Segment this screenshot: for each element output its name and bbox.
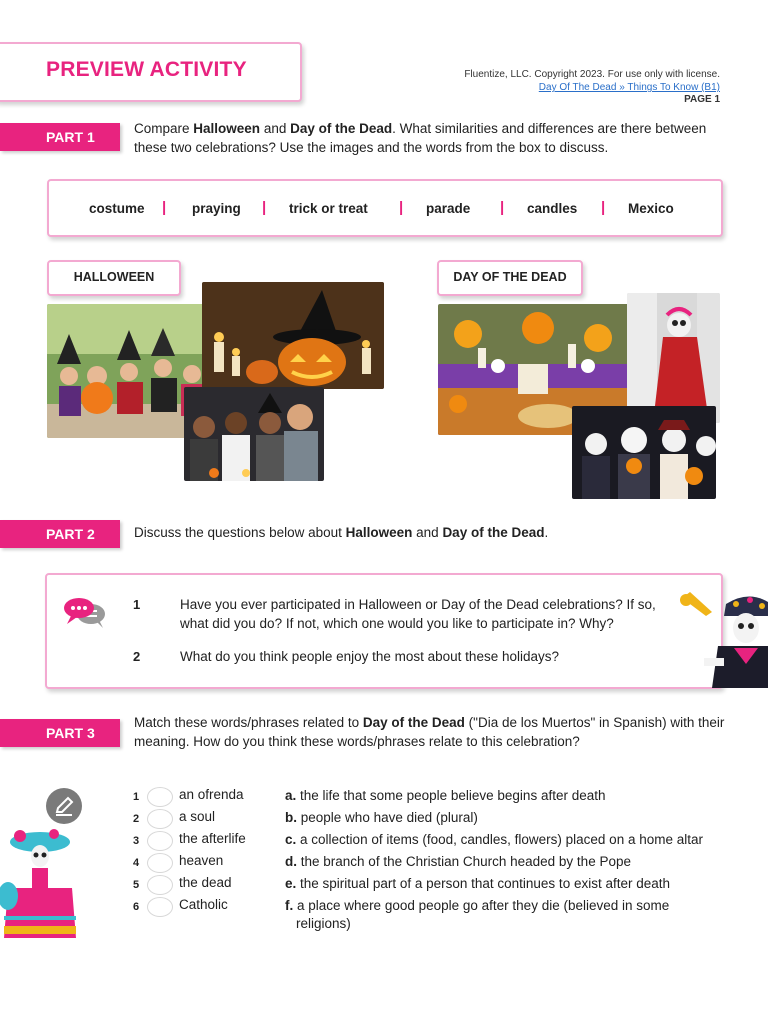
halloween-label: HALLOWEEN [47,260,181,296]
lesson-link[interactable]: Day Of The Dead » Things To Know (B1) [538,82,720,93]
word-mexico: Mexico [628,201,674,216]
definition-d: d. the branch of the Christian Church headed by the Pope [285,854,631,869]
answer-circle[interactable] [147,831,173,851]
answer-circle[interactable] [147,875,173,895]
term-text: Catholic [179,897,228,912]
answer-circle[interactable] [147,897,173,917]
question-number: 1 [133,597,141,612]
term-number: 5 [133,879,140,891]
part1-tab: PART 1 [0,123,120,151]
definition-a: a. the life that some people believe begins after death [285,788,606,803]
copyright-text: Fluentize, LLC. Copyright 2023. For use only with license. [464,69,720,80]
term-number: 2 [133,813,140,825]
term-text: a soul [179,809,216,824]
catrina-skeleton-illustration [0,826,78,944]
definition-f: f. a place where good people go after they die (believed in some religions) [285,898,670,931]
word-separator: | [162,199,167,216]
dotd-woman-photo [627,293,720,423]
word-costume: costume [89,201,145,216]
page-number: PAGE 1 [684,94,720,105]
definition-c: c. a collection of items (food, candles, flowers) placed on a home altar [285,832,703,847]
halloween-kids-photo [47,304,205,438]
term-number: 6 [133,901,140,913]
part2-tab: PART 2 [0,520,120,548]
question-number: 2 [133,649,141,664]
page-title: PREVIEW ACTIVITY [46,58,247,81]
halloween-party-photo [184,387,324,481]
halloween-pumpkins-photo [202,282,384,389]
term-text: the dead [179,875,232,890]
pencil-icon [46,788,82,824]
definition-b: b. people who have died (plural) [285,810,478,825]
term-text: the afterlife [179,831,246,846]
part3-tab: PART 3 [0,719,120,747]
part1-instructions: Compare Halloween and Day of the Dead. What similarities and differences are there between these two celebrations? Use the images and the words from the box to discuss. [134,121,707,155]
answer-circle[interactable] [147,809,173,829]
term-number: 4 [133,857,140,869]
word-candles: candles [527,201,578,216]
question-text: Have you ever participated in Halloween or Day of the Dead celebrations? If so, what did you do? If not, which one would you like to participate in? Why? [180,597,656,631]
term-number: 3 [133,835,140,847]
dotd-label: DAY OF THE DEAD [437,260,583,296]
word-parade: parade [426,201,471,216]
speech-bubbles-icon [63,596,109,628]
title-box [0,42,302,102]
word-separator: | [262,199,267,216]
word-trick-or-treat: trick or treat [289,201,368,216]
word-box [47,179,723,237]
term-text: an ofrenda [179,787,244,802]
answer-circle[interactable] [147,853,173,873]
part3-instructions: Match these words/phrases related to Day of the Dead ("Dia de los Muertos" in Spanish) with their meaning. How do you think these words/phrases relate to this celebration? [134,715,725,749]
term-text: heaven [179,853,224,868]
word-praying: praying [192,201,241,216]
answer-circle[interactable] [147,787,173,807]
word-separator: | [399,199,404,216]
question-text: What do you think people enjoy the most about these holidays? [180,649,559,664]
word-separator: | [601,199,606,216]
term-number: 1 [133,791,140,803]
dotd-parade-photo [572,406,716,499]
part2-instructions: Discuss the questions below about Halloween and Day of the Dead. [134,525,549,540]
mariachi-skeleton-illustration [678,590,768,688]
definition-e: e. the spiritual part of a person that continues to exist after death [285,876,671,891]
word-separator: | [500,199,505,216]
